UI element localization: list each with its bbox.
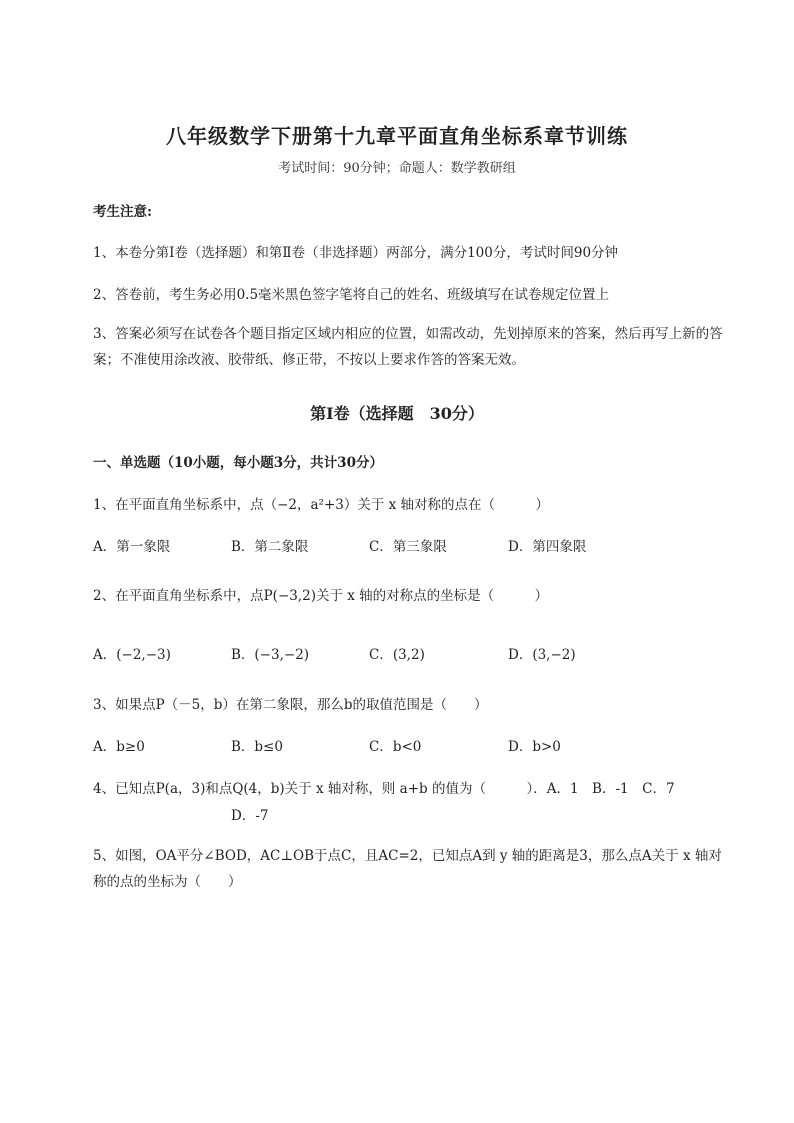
question-1-option-d: D．第四象限 <box>508 539 587 555</box>
notice-item-2: 2、答卷前，考生务必用0.5毫米黑色签字笔将自己的姓名、班级填写在试卷规定位置上 <box>93 287 610 303</box>
question-3-option-a: A．b≥0 <box>93 739 145 755</box>
question-4-option-d: D．-7 <box>231 808 269 824</box>
question-1-option-a: A．第一象限 <box>93 539 171 555</box>
page-title: 八年级数学下册第十九章平面直角坐标系章节训练 <box>166 124 628 148</box>
question-2-stem: 2、在平面直角坐标系中，点P(−3,2)关于 x 轴的对称点的坐标是（ ） <box>93 588 549 604</box>
page-subtitle: 考试时间：90分钟；命题人：数学教研组 <box>278 161 516 176</box>
section-title: 第Ⅰ卷（选择题 30分） <box>310 404 484 423</box>
part-heading: 一、单选题（10小题，每小题3分，共计30分） <box>93 455 383 471</box>
question-4-stem: 4、已知点P(a，3)和点Q(4，b)关于 x 轴对称，则 a+b 的值为（ ）．A．1 B．-1 C．7 <box>93 781 675 797</box>
question-1-option-b: B．第二象限 <box>231 539 309 555</box>
question-3-option-b: B．b≤0 <box>231 739 283 755</box>
notice-item-1: 1、本卷分第Ⅰ卷（选择题）和第Ⅱ卷（非选择题）两部分，满分100分，考试时间90分钟 <box>93 245 619 261</box>
notice-heading: 考生注意: <box>93 204 152 220</box>
question-3-stem: 3、如果点P（－5，b）在第二象限，那么b的取值范围是（ ） <box>93 697 488 713</box>
question-3-option-d: D．b>0 <box>508 739 561 755</box>
question-5-stem: 5、如图，OA平分∠BOD，AC⊥OB于点C，且AC=2，已知点A到 y 轴的距离是3，那么点A关于 x 轴对称的点的坐标为（ ） <box>93 848 722 890</box>
question-1-stem: 1、在平面直角坐标系中，点（−2，a²+3）关于 x 轴对称的点在（ ） <box>93 497 550 513</box>
question-2-option-c: C．(3,2) <box>369 647 425 663</box>
notice-item-3: 3、答案必须写在试卷各个题目指定区域内相应的位置，如需改动，先划掉原来的答案，然后再写上新的答案；不准使用涂改液、胶带纸、修正带，不按以上要求作答的答案无效。 <box>93 326 723 368</box>
question-2-option-b: B．(−3,−2) <box>231 647 310 663</box>
question-2-option-a: A．(−2,−3) <box>93 647 171 663</box>
question-3-option-c: C．b<0 <box>369 739 422 755</box>
question-2-option-d: D．(3,−2) <box>508 647 576 663</box>
question-1-option-c: C．第三象限 <box>369 539 447 555</box>
